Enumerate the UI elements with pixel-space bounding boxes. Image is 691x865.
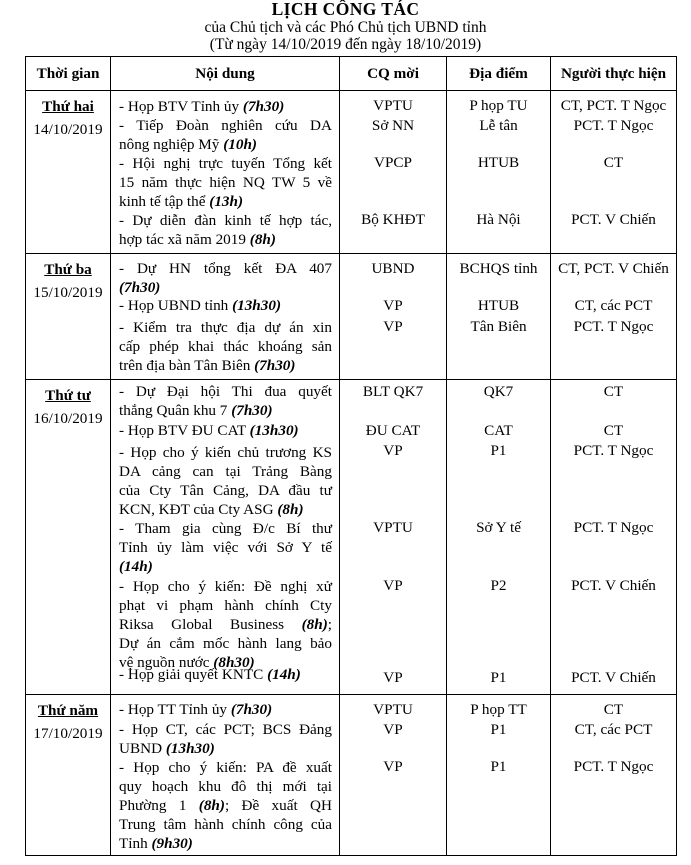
item-text-line: thắng Quân khu 7 (7h30) (119, 402, 273, 419)
item-text-line: kinh tế tập thể (13h) (119, 193, 244, 210)
item-time: (13h30) (249, 422, 299, 439)
schedule-item (119, 577, 332, 672)
meeting-place: CAT (484, 422, 513, 439)
assigned-person: CT, PCT. T Ngọc (560, 97, 667, 114)
item-time: (13h30) (232, 297, 281, 314)
day-date: 17/10/2019 (33, 725, 103, 742)
schedule-item (119, 665, 332, 684)
day-name: Thứ ba (44, 261, 92, 278)
assigned-person: PCT. T Ngọc (573, 318, 654, 335)
table-header-row (26, 57, 677, 91)
table-row (26, 695, 677, 856)
schedule-item (119, 296, 332, 315)
place-cell (447, 254, 551, 380)
agency-cell (340, 380, 447, 695)
day-name: Thứ năm (37, 702, 99, 719)
item-text-line: Tỉnh ủy làm việc với Sở Y tế (119, 539, 332, 556)
assigned-person: CT (603, 154, 624, 171)
person-cell (551, 91, 677, 254)
content-cell (111, 91, 340, 254)
inviting-agency: VP (383, 669, 403, 686)
assigned-person: PCT. V Chiến (571, 211, 656, 228)
item-text-line (119, 278, 332, 297)
inviting-agency: VP (383, 721, 403, 738)
col-header-place: Địa điểm (447, 57, 551, 91)
schedule-item (119, 758, 332, 853)
item-text-line: trên địa bàn Tân Biên (7h30) (119, 357, 296, 374)
item-text-line: - Dự Đại hội Thi đua quyết (119, 383, 332, 400)
item-time: (8h30) (213, 654, 255, 671)
item-time: (8h) (301, 616, 328, 633)
inviting-agency: Bộ KHĐT (361, 211, 425, 228)
place-cell (447, 91, 551, 254)
assigned-person: PCT. T Ngọc (573, 758, 654, 775)
meeting-place: P1 (490, 721, 507, 738)
item-time: (14h) (267, 666, 301, 683)
day-cell (26, 695, 111, 856)
meeting-place: P1 (490, 758, 507, 775)
day-cell (26, 91, 111, 254)
assigned-person: PCT. T Ngọc (573, 442, 654, 459)
meeting-place: QK7 (483, 383, 514, 400)
meeting-place: Lễ tân (479, 117, 518, 134)
meeting-place: HTUB (477, 297, 520, 314)
meeting-place: BCHQS tỉnh (459, 260, 538, 277)
col-header-content: Nội dung (111, 57, 340, 91)
item-text-line: - Họp cho ý kiến: PA đề xuất (119, 759, 332, 776)
assigned-person: PCT. V Chiến (571, 577, 656, 594)
item-text-line: - Họp cho ý kiến: Đề nghị xử (119, 578, 332, 595)
item-text-line: Riksa Global Business (8h); (119, 616, 332, 633)
schedule-item (119, 519, 332, 576)
item-time: (7h30) (254, 357, 296, 374)
meeting-place: P họp TT (470, 701, 527, 718)
meeting-place: Sở Y tế (476, 519, 521, 536)
item-time: (8h) (198, 797, 225, 814)
schedule-table (25, 56, 677, 856)
item-text-line: - Dự diễn đàn kinh tế hợp tác, (119, 212, 332, 229)
person-cell (551, 695, 677, 856)
inviting-agency: BLT QK7 (362, 383, 424, 400)
item-text-line: - Họp giải quyết KNTC (14h) (119, 666, 301, 683)
page-title: LỊCH CÔNG TÁC (271, 0, 420, 19)
inviting-agency: VP (383, 758, 403, 775)
person-cell (551, 254, 677, 380)
content-cell (111, 254, 340, 380)
inviting-agency: VP (383, 442, 403, 459)
schedule-item (119, 259, 332, 297)
item-text-line: - Họp BTV Tỉnh ủy (7h30) (119, 98, 285, 115)
meeting-place: P họp TU (469, 97, 528, 114)
agency-cell (340, 254, 447, 380)
item-text-line: phạt vi phạm hành chính Cty (119, 597, 332, 614)
item-text-line: - Tiếp Đoàn nghiên cứu DA (119, 117, 332, 134)
col-header-time: Thời gian (26, 57, 111, 91)
place-cell (447, 695, 551, 856)
agency-cell (340, 695, 447, 856)
table-row (26, 380, 677, 695)
item-time: (7h30) (242, 98, 285, 115)
item-time: (9h30) (151, 835, 193, 852)
item-text-line: vệ nguồn nước (8h30) (119, 654, 255, 671)
meeting-place: Tân Biên (470, 318, 527, 335)
inviting-agency: VPTU (373, 97, 413, 114)
item-text-line: - Hội nghị trực tuyến Tổng kết (119, 155, 332, 172)
item-text-line: KCN, KĐT của Cty ASG (8h) (119, 501, 304, 518)
meeting-place: HTUB (477, 154, 520, 171)
item-text-line: quy hoạch khu đô thị mới tại (119, 778, 332, 795)
assigned-person: CT, các PCT (574, 721, 653, 738)
assigned-person: CT (603, 701, 624, 718)
meeting-place: P2 (490, 577, 507, 594)
assigned-person: CT, PCT. V Chiến (558, 260, 669, 277)
inviting-agency: VPTU (373, 519, 413, 536)
item-text-line: - Họp cho ý kiến chủ trương KS (119, 444, 332, 461)
inviting-agency: ĐU CAT (365, 422, 421, 439)
item-text-line: - Họp CT, các PCT; BCS Đảng (119, 721, 332, 738)
inviting-agency: VPTU (373, 701, 413, 718)
inviting-agency: VPCP (374, 154, 412, 171)
item-time: (7h30) (119, 279, 161, 296)
meeting-place: P1 (490, 669, 507, 686)
item-text-line: DA cảng can tại Trảng Bàng (119, 463, 332, 480)
schedule-period: (Từ ngày 14/10/2019 đến ngày 18/10/2019) (209, 36, 482, 53)
assigned-person: CT (603, 383, 624, 400)
meeting-place: P1 (490, 442, 507, 459)
inviting-agency: VP (383, 577, 403, 594)
day-name: Thứ hai (42, 98, 94, 115)
schedule-item (119, 154, 332, 211)
item-time: (13h) (209, 193, 244, 210)
day-cell (26, 380, 111, 695)
col-header-person: Người thực hiện (551, 57, 677, 91)
inviting-agency: Sở NN (371, 117, 415, 134)
item-text-line: - Kiểm tra thực địa dự án xin (119, 319, 332, 336)
day-date: 14/10/2019 (33, 121, 103, 138)
item-text-line: UBND (13h30) (119, 740, 215, 757)
schedule-item (119, 443, 332, 519)
schedule-item (119, 116, 332, 154)
item-time: (14h) (119, 558, 153, 575)
day-date: 16/10/2019 (33, 410, 103, 427)
item-text-line: - Họp UBND tỉnh (13h30) (119, 297, 281, 314)
assigned-person: PCT. V Chiến (571, 669, 656, 686)
day-date: 15/10/2019 (33, 284, 103, 301)
inviting-agency: VP (383, 318, 403, 335)
schedule-item (119, 720, 332, 758)
table-row (26, 254, 677, 380)
assigned-person: PCT. T Ngọc (573, 117, 654, 134)
item-text-line: - Tham gia cùng Đ/c Bí thư (119, 520, 332, 537)
item-text-line: Tỉnh (9h30) (119, 835, 193, 852)
item-text-line: của Cty Tân Cảng, DA đầu tư (119, 482, 332, 499)
item-time: (13h30) (165, 740, 215, 757)
content-cell (111, 695, 340, 856)
item-text-line: Trung tâm hành chính công của (119, 816, 332, 833)
schedule-item (119, 421, 332, 440)
agency-cell (340, 91, 447, 254)
item-text-line: 15 năm thực hiện NQ TW 5 về (119, 174, 332, 191)
person-cell (551, 380, 677, 695)
assigned-person: CT (603, 422, 624, 439)
meeting-place: Hà Nội (476, 211, 521, 228)
item-time: (7h30) (231, 402, 273, 419)
place-cell (447, 380, 551, 695)
item-text-line: cấp phép khai thác khoáng sản (119, 338, 332, 355)
item-text-line: Phường 1 (8h); Đề xuất QH (119, 797, 332, 814)
schedule-item (119, 97, 332, 116)
assigned-person: PCT. T Ngọc (573, 519, 654, 536)
item-text-line: hợp tác xã năm 2019 (8h) (119, 231, 276, 248)
day-name: Thứ tư (45, 387, 91, 404)
item-text-line: - Họp TT Tỉnh ủy (7h30) (119, 701, 273, 718)
inviting-agency: UBND (371, 260, 415, 277)
item-text-line: nông nghiệp Mỹ (10h) (119, 136, 257, 153)
item-text-line (119, 557, 332, 576)
schedule-item (119, 700, 332, 719)
item-time: (7h30) (230, 701, 273, 718)
schedule-item (119, 211, 332, 249)
item-time: (10h) (223, 136, 257, 153)
item-text-line: - Dự HN tổng kết ĐA 407 (119, 260, 332, 277)
schedule-item (119, 318, 332, 375)
table-row (26, 91, 677, 254)
schedule-item (119, 382, 332, 420)
item-text-line: Dự án cắm mốc hành lang bảo (119, 635, 332, 652)
day-cell (26, 254, 111, 380)
item-time: (8h) (249, 231, 276, 248)
item-text-line: - Họp BTV ĐU CAT (13h30) (119, 422, 299, 439)
content-cell (111, 380, 340, 695)
assigned-person: CT, các PCT (574, 297, 653, 314)
item-time: (8h) (277, 501, 304, 518)
col-header-agency: CQ mời (340, 57, 447, 91)
page-subtitle: của Chủ tịch và các Phó Chủ tịch UBND tỉnh (204, 19, 487, 36)
inviting-agency: VP (383, 297, 403, 314)
